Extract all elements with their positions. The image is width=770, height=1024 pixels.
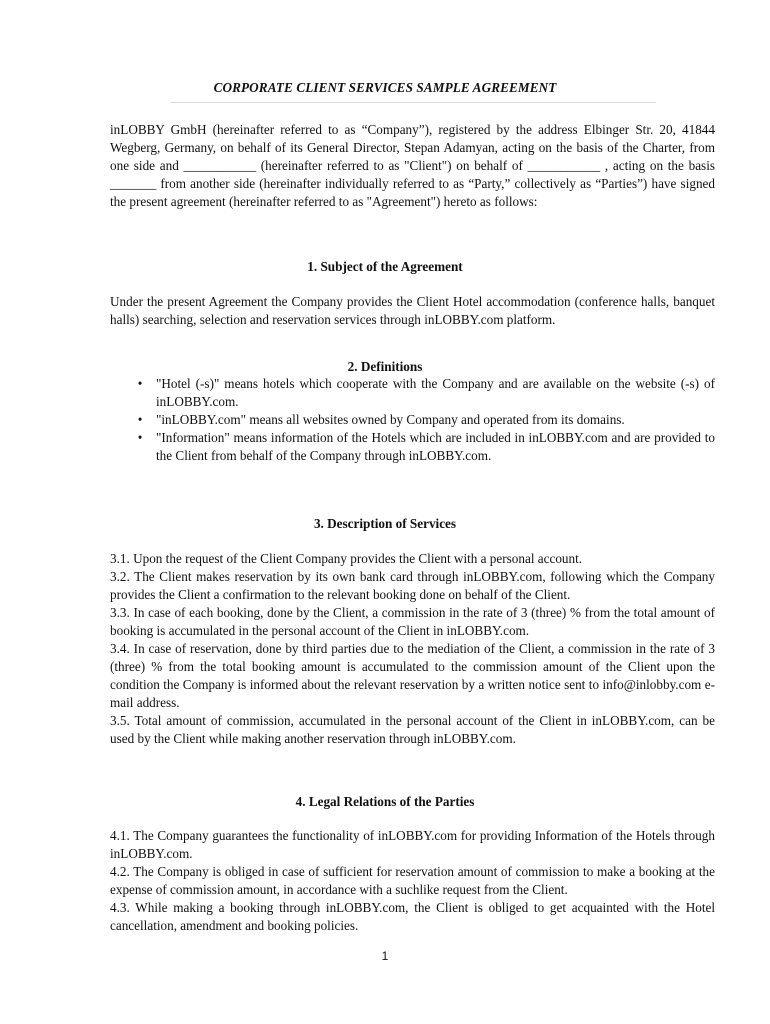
list-item bbox=[110, 429, 715, 465]
section-4-heading: 4. Legal Relations of the Parties bbox=[295, 794, 475, 809]
section-3-heading: 3. Description of Services bbox=[313, 516, 457, 531]
section-4-body bbox=[110, 827, 715, 935]
clause-3-3: 3.3. In case of each booking, done by the Client, a commission in the rate of 3 (three) % from the total amount of booking is accumulated in the personal account of the Client in inLOBBY.com. bbox=[110, 605, 715, 638]
document-title: CORPORATE CLIENT SERVICES SAMPLE AGREEMENT bbox=[213, 80, 557, 95]
intro-text: inLOBBY GmbH (hereinafter referred to as “Company”), registered by the address Elbinger Str. 20, 41844 Wegberg, Germany, on behalf of its General Director, Stepan Adamyan, acting on the basis of the Charter, from one side and ___________ (hereinafter referred to as "Client") on behalf of ___________ , acting on the basis _______ from another side (hereinafter individually referred to as “Party,” collectively as “Parties”) have signed the present agreement (hereinafter referred to as "Agreement") hereto as follows: bbox=[110, 122, 715, 209]
section-1-paragraph-1: Under the present Agreement the Company provides the Client Hotel accommodation (conference halls, banquet halls) searching, selection and reservation services through inLOBBY.com platform. bbox=[110, 294, 715, 327]
definition-hotel: "Hotel (-s)" means hotels which cooperate with the Company and are available on the website (-s) of inLOBBY.com. bbox=[156, 376, 715, 409]
title-divider bbox=[170, 102, 656, 103]
bullet-icon: • bbox=[137, 412, 143, 427]
clause-4-3: 4.3. While making a booking through inLOBBY.com, the Client is obliged to get acquainted with the Hotel cancellation, amendment and booking policies. bbox=[110, 900, 715, 933]
section-1-body bbox=[110, 293, 715, 329]
definitions-list bbox=[110, 375, 715, 465]
page-number: 1 bbox=[381, 949, 389, 963]
clause-3-4: 3.4. In case of reservation, done by third parties due to the mediation of the Client, a commission in the rate of 3 (three) % from the total booking amount is accumulated to the commission amount of the Client upon the condition the Company is informed about the relevant reservation by a written notice sent to info@inlobby.com e-mail address. bbox=[110, 641, 715, 710]
bullet-icon: • bbox=[137, 430, 143, 445]
list-item bbox=[110, 411, 715, 429]
list-item bbox=[110, 375, 715, 411]
clause-3-2: 3.2. The Client makes reservation by its own bank card through inLOBBY.com, following which the Company provides the Client a confirmation to the relevant booking done on behalf of the Client. bbox=[110, 569, 715, 602]
definition-information: "Information" means information of the Hotels which are included in inLOBBY.com and are provided to the Client from behalf of the Company through inLOBBY.com. bbox=[156, 430, 715, 463]
section-3-body bbox=[110, 550, 715, 748]
clause-4-2: 4.2. The Company is obliged in case of sufficient for reservation amount of commission to make a booking at the expense of commission amount, in accordance with a suchlike request from the Client. bbox=[110, 864, 715, 897]
clause-3-1: 3.1. Upon the request of the Client Company provides the Client with a personal account. bbox=[110, 551, 583, 566]
intro-paragraph bbox=[110, 121, 715, 211]
section-1-heading: 1. Subject of the Agreement bbox=[307, 259, 463, 274]
bullet-icon: • bbox=[137, 376, 143, 391]
clause-4-1: 4.1. The Company guarantees the functionality of inLOBBY.com for providing Information of the Hotels through inLOBBY.com. bbox=[110, 828, 715, 861]
definition-inlobby: "inLOBBY.com" means all websites owned by Company and operated from its domains. bbox=[156, 412, 625, 427]
clause-3-5: 3.5. Total amount of commission, accumulated in the personal account of the Client in inLOBBY.com, can be used by the Client while making another reservation through inLOBBY.com. bbox=[110, 713, 715, 746]
section-2-heading: 2. Definitions bbox=[347, 359, 423, 374]
